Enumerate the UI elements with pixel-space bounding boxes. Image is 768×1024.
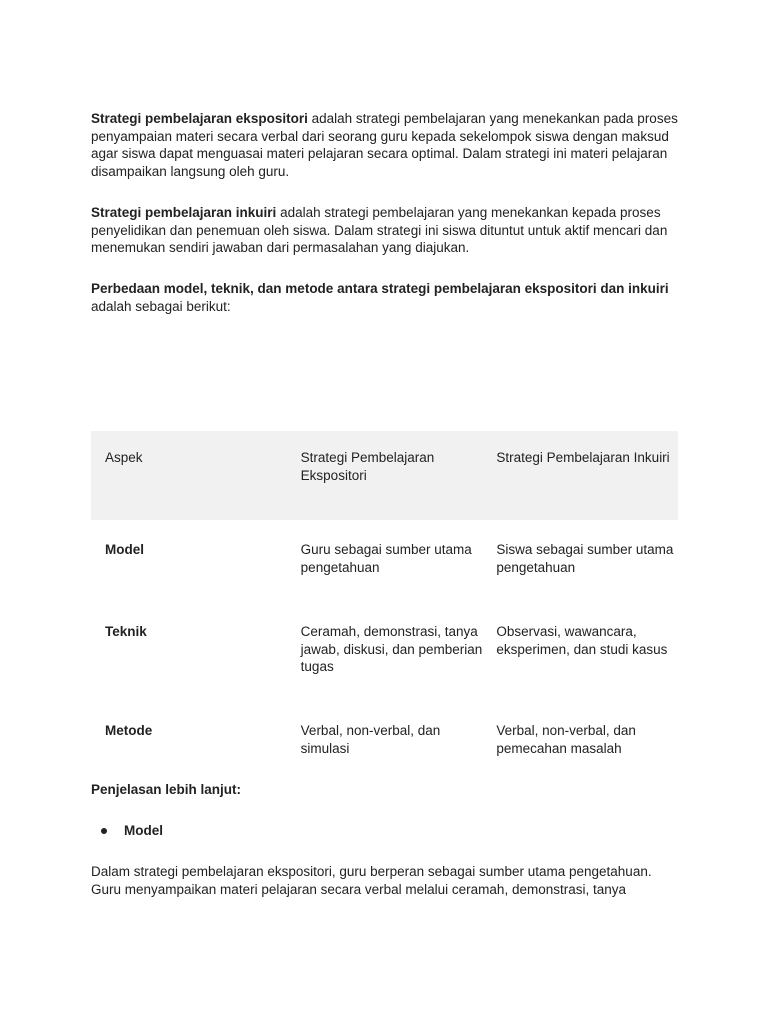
table-row-metode xyxy=(91,701,678,761)
definition-inkuiri: adalah strategi pembelajaran yang menekankan kepada proses penyelidikan dan penemuan oleh siswa. Dalam strategi ini siswa dituntut untuk aktif mencari dan menemukan sendiri jawaban dari permasalahan yang diajukan. xyxy=(91,205,668,256)
cell-metode-ekspositori: Verbal, non-verbal, dan simulasi xyxy=(300,723,441,756)
bullet-item-model xyxy=(101,823,163,838)
definition-ekspositori: adalah strategi pembelajaran yang menekankan pada proses penyampaian materi secara verbal dari seorang guru kepada sekelompok siswa dengan maksud agar siswa dapat menguasai materi pelajaran secara optimal. Dalam strategi ini materi pelajaran disampaikan langsung oleh guru. xyxy=(91,111,678,179)
bullet-dot-icon xyxy=(101,828,107,834)
paragraph-model-explanation: Dalam strategi pembelajaran ekspositori, guru berperan sebagai sumber utama pengetahuan. Guru menyampaikan materi pelajaran secara verbal melalui ceramah, demonstrasi, tanya xyxy=(91,864,652,897)
term-perbedaan: Perbedaan model, teknik, dan metode antara strategi pembelajaran ekspositori dan inkuiri xyxy=(91,281,669,296)
row-label-model: Model xyxy=(105,542,144,557)
paragraph-ekspositori xyxy=(91,110,681,180)
table-row-teknik xyxy=(91,602,678,701)
term-inkuiri: Strategi pembelajaran inkuiri xyxy=(91,205,277,220)
row-label-metode: Metode xyxy=(105,723,153,738)
perbedaan-suffix: adalah sebagai berikut: xyxy=(91,298,231,314)
header-cell-inkuiri: Strategi Pembelajaran Inkuiri xyxy=(496,450,670,465)
section-heading: Penjelasan lebih lanjut: xyxy=(91,782,242,797)
cell-teknik-inkuiri: Observasi, wawancara, eksperimen, dan studi kasus xyxy=(496,624,668,657)
cell-teknik-ekspositori: Ceramah, demonstrasi, tanya jawab, diskusi, dan pemberian tugas xyxy=(300,624,483,675)
bullet-label: Model xyxy=(124,823,163,838)
table-header-row xyxy=(91,431,678,520)
comparison-table xyxy=(91,431,678,761)
paragraph-perbedaan xyxy=(91,280,681,315)
term-ekspositori: Strategi pembelajaran ekspositori xyxy=(91,111,308,126)
cell-model-inkuiri: Siswa sebagai sumber utama pengetahuan xyxy=(496,542,674,575)
cell-metode-inkuiri: Verbal, non-verbal, dan pemecahan masalah xyxy=(496,723,636,756)
header-cell-ekspositori: Strategi Pembelajaran Ekspositori xyxy=(300,450,435,483)
row-label-teknik: Teknik xyxy=(105,624,147,639)
paragraph-inkuiri xyxy=(91,204,681,257)
cell-model-ekspositori: Guru sebagai sumber utama pengetahuan xyxy=(300,542,472,575)
header-cell-aspek: Aspek xyxy=(105,450,143,465)
table-row-model xyxy=(91,520,678,602)
